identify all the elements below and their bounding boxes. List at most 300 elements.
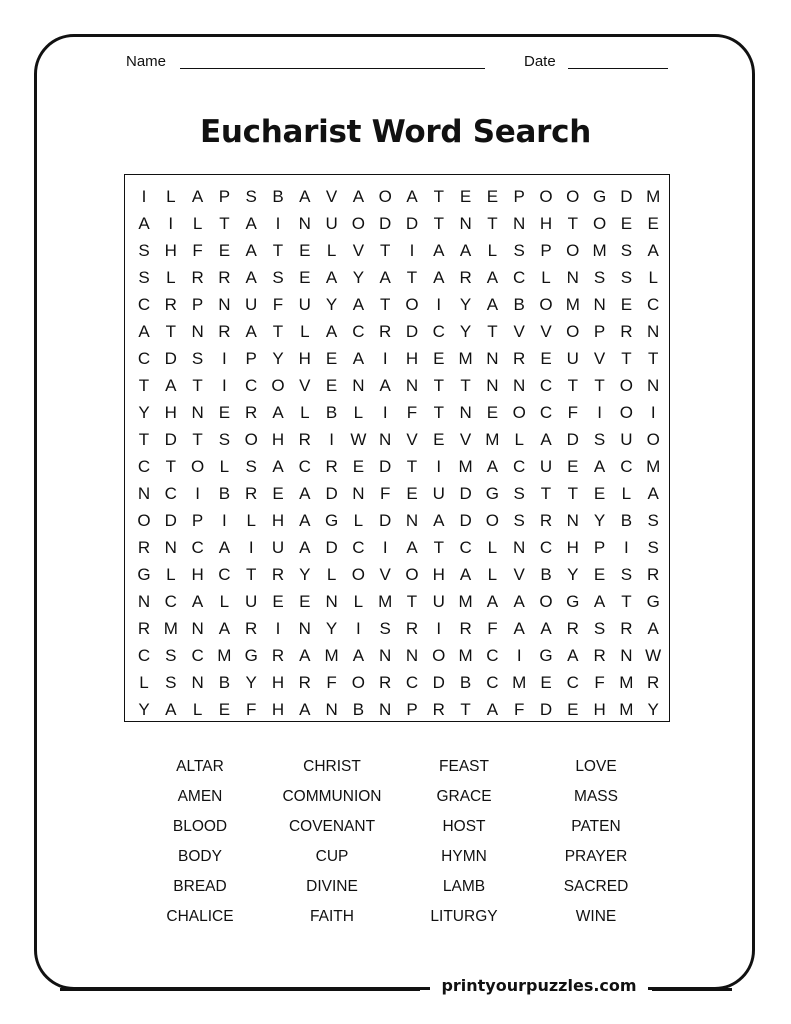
grid-cell: F: [326, 673, 337, 692]
grid-cell: L: [192, 700, 203, 719]
grid-cell: P: [245, 349, 257, 368]
grid-cell: S: [593, 619, 606, 638]
grid-cell: R: [245, 619, 258, 638]
grid-cell: C: [164, 592, 177, 611]
word-list-item: CHALICE: [166, 908, 234, 925]
grid-cell: M: [619, 673, 634, 692]
grid-cell: D: [432, 673, 445, 692]
grid-cell: M: [324, 646, 339, 665]
grid-cell: A: [245, 268, 257, 287]
grid-cell: F: [272, 295, 284, 314]
grid-cell: A: [245, 214, 257, 233]
grid-cell: F: [245, 700, 257, 719]
grid-cell: H: [566, 538, 579, 557]
word-list-item: LOVE: [575, 758, 617, 775]
grid-cell: R: [218, 268, 231, 287]
grid-cell: A: [325, 268, 338, 287]
grid-cell: E: [325, 349, 338, 368]
grid-cell: G: [592, 187, 607, 206]
grid-cell: U: [620, 430, 633, 449]
grid-cell: S: [138, 268, 150, 287]
grid-cell: A: [540, 430, 552, 449]
grid-cell: I: [650, 403, 656, 422]
grid-cell: T: [433, 187, 444, 206]
grid-cell: R: [164, 295, 177, 314]
word-list-item: LAMB: [442, 878, 486, 895]
grid-cell: M: [512, 673, 527, 692]
grid-cell: A: [647, 484, 659, 503]
grid-cell: C: [539, 538, 553, 557]
grid-cell: H: [271, 673, 285, 692]
grid-cell: N: [191, 322, 204, 341]
word-list-item: COVENANT: [288, 818, 376, 835]
grid-cell: A: [299, 484, 311, 503]
grid-cell: D: [620, 187, 633, 206]
grid-cell: V: [513, 565, 525, 584]
grid-cell: N: [405, 511, 419, 530]
grid-cell: O: [539, 295, 553, 314]
grid-cell: I: [597, 403, 602, 422]
grid-cell: H: [539, 214, 553, 233]
grid-cell: I: [382, 538, 388, 557]
grid-cell: A: [272, 403, 284, 422]
page-title: Eucharist Word Search: [200, 114, 591, 150]
grid-cell: T: [245, 565, 257, 584]
grid-cell: N: [513, 214, 526, 233]
grid-cell: Y: [593, 511, 606, 530]
grid-cell: U: [432, 592, 445, 611]
grid-cell: E: [433, 349, 445, 368]
grid-cell: D: [459, 484, 472, 503]
grid-cell: N: [379, 430, 392, 449]
grid-cell: C: [539, 403, 553, 422]
grid-cell: B: [513, 295, 525, 314]
grid-cell: T: [406, 268, 418, 287]
grid-cell: R: [245, 403, 258, 422]
grid-cell: I: [222, 511, 227, 530]
grid-cell: B: [459, 673, 472, 692]
grid-cell: C: [513, 457, 526, 476]
grid-cell: S: [513, 511, 525, 530]
grid-cell: H: [164, 241, 177, 260]
grid-cell: L: [541, 268, 551, 287]
grid-cell: I: [275, 214, 281, 233]
grid-cell: H: [432, 565, 445, 584]
grid-cell: I: [382, 403, 388, 422]
grid-cell: R: [647, 673, 660, 692]
grid-cell: F: [406, 403, 418, 422]
grid-cell: T: [621, 349, 632, 368]
grid-cell: U: [298, 295, 311, 314]
grid-cell: R: [405, 619, 419, 638]
grid-cell: L: [166, 565, 176, 584]
word-list-item: HOST: [442, 818, 486, 835]
grid-cell: N: [566, 511, 579, 530]
word-list-item: LITURGY: [430, 908, 498, 925]
grid-cell: D: [379, 214, 392, 233]
grid-cell: U: [271, 538, 285, 557]
grid-cell: G: [646, 592, 660, 611]
grid-cell: S: [620, 565, 633, 584]
grid-cell: S: [165, 646, 177, 665]
grid-cell: T: [621, 592, 632, 611]
grid-cell: L: [219, 457, 230, 476]
grid-cell: D: [379, 511, 392, 530]
grid-cell: R: [593, 646, 606, 665]
grid-cell: E: [272, 484, 284, 503]
grid-cell: M: [217, 646, 232, 665]
grid-cell: Y: [272, 349, 284, 368]
grid-cell: M: [458, 646, 473, 665]
grid-cell: I: [275, 619, 281, 638]
grid-cell: P: [218, 187, 231, 206]
grid-cell: A: [218, 538, 231, 557]
grid-cell: C: [298, 457, 311, 476]
grid-cell: E: [272, 592, 284, 611]
grid-cell: L: [648, 268, 658, 287]
grid-cell: V: [299, 376, 311, 395]
word-list-item: WINE: [575, 908, 617, 925]
footer-site: printyourpuzzles.com: [430, 976, 648, 995]
grid-cell: A: [299, 646, 311, 665]
word-list-item: PATEN: [571, 818, 621, 835]
grid-cell: L: [621, 484, 632, 503]
grid-cell: Y: [138, 403, 150, 422]
grid-cell: R: [459, 268, 472, 287]
grid-cell: T: [165, 322, 176, 341]
grid-cell: Y: [567, 565, 579, 584]
grid-cell: A: [486, 295, 499, 314]
grid-cell: O: [137, 511, 151, 530]
grid-cell: C: [352, 322, 365, 341]
grid-cell: B: [620, 511, 633, 530]
grid-cell: V: [325, 187, 338, 206]
grid-cell: D: [325, 484, 338, 503]
grid-cell: A: [352, 295, 365, 314]
grid-cell: A: [191, 187, 204, 206]
grid-cell: O: [646, 430, 660, 449]
grid-cell: Y: [459, 295, 472, 314]
grid-cell: O: [592, 214, 607, 233]
grid-cell: O: [244, 430, 258, 449]
grid-cell: T: [272, 322, 284, 341]
grid-cell: D: [539, 700, 553, 719]
grid-cell: S: [245, 457, 257, 476]
grid-cell: E: [567, 700, 579, 719]
grid-cell: T: [487, 322, 498, 341]
grid-cell: L: [487, 538, 498, 557]
grid-cell: E: [299, 592, 311, 611]
name-field-line: [180, 68, 485, 69]
grid-cell: A: [138, 214, 150, 233]
grid-cell: C: [486, 646, 499, 665]
grid-cell: T: [487, 214, 498, 233]
grid-cell: S: [138, 241, 150, 260]
grid-cell: F: [594, 673, 605, 692]
grid-cell: O: [566, 187, 580, 206]
grid-cell: H: [164, 403, 177, 422]
grid-cell: O: [619, 376, 633, 395]
grid-cell: R: [271, 565, 285, 584]
grid-cell: G: [485, 484, 499, 503]
grid-cell: E: [593, 484, 606, 503]
grid-cell: I: [222, 349, 227, 368]
grid-cell: E: [433, 430, 445, 449]
grid-cell: T: [460, 700, 471, 719]
grid-cell: P: [593, 538, 606, 557]
grid-cell: A: [406, 538, 418, 557]
grid-cell: A: [593, 592, 606, 611]
grid-cell: A: [299, 538, 311, 557]
grid-cell: E: [647, 214, 659, 233]
grid-cell: T: [192, 430, 203, 449]
word-list-item: CUP: [315, 848, 349, 865]
grid-cell: U: [245, 592, 258, 611]
grid-cell: D: [566, 430, 579, 449]
grid-cell: L: [353, 403, 364, 422]
grid-cell: I: [624, 538, 629, 557]
date-label: Date: [524, 53, 556, 70]
grid-cell: S: [218, 430, 231, 449]
grid-cell: C: [137, 349, 151, 368]
grid-cell: C: [405, 673, 419, 692]
grid-cell: P: [191, 295, 204, 314]
grid-cell: G: [324, 511, 339, 530]
grid-cell: O: [512, 403, 526, 422]
grid-cell: S: [272, 268, 284, 287]
grid-cell: E: [593, 565, 606, 584]
grid-cell: D: [405, 214, 419, 233]
grid-cell: M: [592, 241, 607, 260]
grid-cell: H: [191, 565, 204, 584]
grid-cell: O: [405, 295, 419, 314]
grid-cell: L: [353, 511, 364, 530]
grid-cell: U: [539, 457, 553, 476]
grid-cell: G: [539, 646, 553, 665]
word-list-item: FAITH: [310, 908, 354, 925]
grid-cell: Y: [352, 268, 365, 287]
grid-cell: L: [300, 403, 310, 422]
grid-cell: D: [379, 457, 392, 476]
grid-cell: A: [593, 457, 606, 476]
grid-cell: E: [406, 484, 418, 503]
grid-cell: M: [565, 295, 580, 314]
word-list-item: GRACE: [436, 788, 492, 805]
grid-cell: L: [487, 241, 498, 260]
word-list-item: MASS: [574, 788, 618, 805]
grid-cell: R: [620, 619, 633, 638]
grid-cell: N: [298, 214, 311, 233]
grid-cell: R: [245, 484, 258, 503]
grid-cell: N: [164, 538, 177, 557]
grid-cell: E: [567, 457, 579, 476]
grid-cell: C: [486, 673, 499, 692]
grid-cell: T: [433, 376, 444, 395]
grid-cell: C: [137, 295, 151, 314]
grid-cell: A: [540, 619, 552, 638]
grid-cell: I: [141, 187, 147, 206]
grid-cell: E: [299, 268, 311, 287]
grid-cell: N: [513, 538, 526, 557]
grid-cell: C: [218, 565, 231, 584]
grid-cell: S: [620, 268, 633, 287]
grid-cell: L: [219, 592, 230, 611]
grid-cell: T: [567, 214, 578, 233]
grid-cell: B: [272, 187, 284, 206]
grid-cell: S: [647, 538, 659, 557]
grid-cell: T: [192, 376, 203, 395]
grid-cell: O: [432, 646, 446, 665]
grid-cell: T: [460, 376, 471, 395]
grid-cell: O: [271, 376, 285, 395]
grid-cell: A: [513, 619, 525, 638]
grid-cell: E: [540, 349, 552, 368]
grid-cell: T: [433, 403, 444, 422]
grid-cell: N: [137, 484, 151, 503]
grid-cell: T: [272, 241, 284, 260]
grid-cell: N: [459, 214, 472, 233]
grid-cell: B: [218, 673, 231, 692]
grid-cell: C: [459, 538, 472, 557]
grid-cell: H: [271, 430, 285, 449]
grid-cell: B: [325, 403, 338, 422]
word-list-item: HYMN: [441, 848, 487, 865]
grid-cell: A: [191, 592, 204, 611]
grid-cell: A: [352, 187, 365, 206]
grid-cell: L: [246, 511, 256, 530]
grid-cell: S: [647, 511, 659, 530]
grid-cell: Y: [459, 322, 472, 341]
grid-cell: C: [432, 322, 445, 341]
grid-cell: F: [192, 241, 203, 260]
grid-cell: M: [458, 349, 473, 368]
word-list-item: SACRED: [563, 878, 629, 895]
grid-cell: N: [405, 646, 419, 665]
grid-cell: O: [351, 673, 365, 692]
grid-cell: F: [487, 619, 498, 638]
grid-cell: H: [271, 511, 285, 530]
grid-cell: E: [299, 241, 311, 260]
grid-cell: F: [379, 484, 391, 503]
grid-cell: O: [619, 403, 633, 422]
grid-cell: L: [326, 565, 337, 584]
grid-cell: P: [191, 511, 204, 530]
grid-cell: N: [379, 700, 392, 719]
grid-cell: E: [352, 457, 365, 476]
grid-cell: N: [486, 349, 499, 368]
grid-cell: B: [540, 565, 552, 584]
grid-cell: A: [352, 349, 365, 368]
grid-cell: A: [647, 619, 659, 638]
grid-cell: A: [406, 187, 418, 206]
grid-cell: E: [486, 187, 499, 206]
grid-cell: M: [458, 457, 473, 476]
grid-cell: C: [137, 457, 151, 476]
grid-cell: T: [138, 376, 150, 395]
name-label: Name: [126, 53, 167, 70]
grid-cell: I: [516, 646, 522, 665]
grid-cell: H: [593, 700, 606, 719]
grid-cell: P: [406, 700, 418, 719]
grid-cell: N: [513, 376, 526, 395]
grid-cell: A: [299, 187, 311, 206]
grid-cell: A: [245, 322, 257, 341]
grid-cell: A: [433, 511, 445, 530]
grid-cell: L: [514, 430, 524, 449]
grid-cell: C: [620, 457, 633, 476]
grid-cell: L: [192, 214, 203, 233]
grid-cell: C: [566, 673, 579, 692]
grid-cell: M: [163, 619, 178, 638]
grid-cell: D: [405, 322, 419, 341]
grid-cell: T: [433, 214, 444, 233]
grid-cell: S: [513, 484, 525, 503]
grid-cell: T: [540, 484, 552, 503]
grid-cell: M: [458, 592, 473, 611]
grid-cell: N: [647, 376, 660, 395]
grid-cell: S: [245, 187, 257, 206]
grid-cell: R: [539, 511, 553, 530]
grid-cell: R: [271, 646, 285, 665]
grid-cell: S: [165, 673, 177, 692]
grid-cell: D: [164, 349, 177, 368]
grid-cell: A: [379, 376, 391, 395]
grid-cell: C: [352, 538, 365, 557]
grid-cell: B: [218, 484, 231, 503]
grid-cell: O: [190, 457, 205, 476]
grid-cell: A: [272, 457, 284, 476]
grid-cell: C: [539, 376, 553, 395]
grid-cell: T: [219, 214, 230, 233]
grid-cell: H: [405, 349, 419, 368]
grid-cell: A: [299, 511, 311, 530]
grid-cell: A: [165, 376, 177, 395]
grid-cell: R: [325, 457, 338, 476]
grid-cell: O: [351, 214, 365, 233]
grid-cell: A: [486, 592, 499, 611]
grid-cell: Y: [245, 673, 257, 692]
grid-cell: V: [540, 322, 552, 341]
grid-cell: T: [406, 592, 418, 611]
grid-cell: Y: [299, 565, 311, 584]
grid-cell: I: [195, 484, 200, 503]
grid-cell: R: [191, 268, 204, 287]
grid-cell: A: [218, 619, 231, 638]
grid-cell: F: [513, 700, 525, 719]
grid-cell: G: [244, 646, 258, 665]
grid-cell: O: [351, 565, 365, 584]
grid-cell: E: [459, 187, 472, 206]
grid-cell: T: [594, 376, 605, 395]
grid-cell: Y: [325, 295, 338, 314]
grid-cell: D: [164, 511, 177, 530]
grid-cell: A: [567, 646, 579, 665]
grid-cell: T: [567, 376, 578, 395]
grid-cell: R: [298, 673, 311, 692]
grid-cell: E: [620, 295, 633, 314]
grid-cell: B: [352, 700, 365, 719]
grid-cell: A: [486, 268, 499, 287]
grid-cell: A: [433, 268, 445, 287]
word-list-item: AMEN: [177, 788, 223, 805]
grid-cell: L: [166, 187, 176, 206]
grid-cell: N: [620, 646, 633, 665]
grid-cell: A: [138, 322, 150, 341]
grid-cell: A: [513, 592, 525, 611]
grid-cell: A: [459, 565, 472, 584]
grid-cell: A: [459, 241, 472, 260]
grid-cell: A: [647, 241, 659, 260]
